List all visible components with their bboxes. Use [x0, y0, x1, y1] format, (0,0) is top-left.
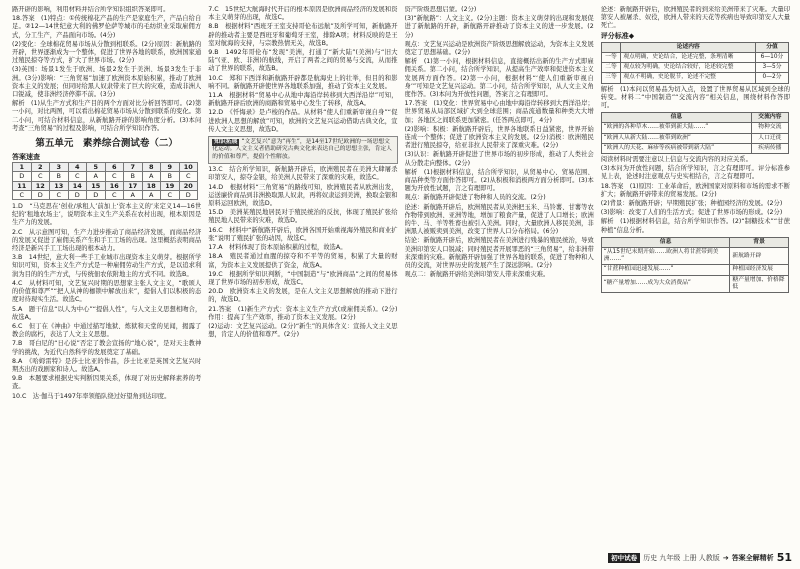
paragraph: 观点二：新航路开辟给美洲印第安人带来深重灾难。: [404, 271, 550, 279]
table-cell: C: [161, 190, 180, 199]
table-cell: 新航路开辟: [730, 248, 788, 265]
answer-item: 18.A 殖民者通过血腥的掠夺和不平等的贸易，积累了大量的财富，为资本主义发展提供了资金，故选A。: [208, 253, 398, 269]
answer-item: 21.答案 (1)新生产方式：资本主义生产方式(或雇佣关系)。(2分)作用：提高了生产效率，推动了资本主义发展。(2分): [208, 305, 398, 321]
table-cell: 8: [142, 163, 161, 172]
table-cell: 观点明确，史论结合，论述完整，条理清晰: [621, 53, 756, 63]
table-cell: C: [50, 190, 69, 199]
answer-item: (2)背景：新航路开辟；早期殖民扩张；种植园经济的发展。(2分): [600, 200, 783, 208]
table-cell: 12: [31, 181, 50, 190]
paragraph: 观点：文艺复兴运动是欧洲资产阶级思想解放运动，为资本主义发展奠定了思想基础。(2分): [404, 40, 594, 57]
book-subtitle: 历史 九年级 上册 人教版: [643, 553, 720, 562]
table-cell: C: [105, 172, 124, 181]
analysis-item: 解析 (1)从生产方式和生产目的两个方面对比分析回答即可。(2)第一小问，对比两图，可以看出棉花贸易市场从分散到联系的变化。第二小问，可结合材料信息，从新航路开辟的影响角度分析。(3)本问考查“三角贸易”的过程及影响，可结合所学知识作答。: [12, 100, 202, 132]
answer-item: 16.C 材料中“新航路开辟后，欧洲各国开始重视海外殖民和商业扩张”说明了殖民扩张的动因，故选C。: [208, 226, 398, 242]
answer-key-heading: 答案速查: [12, 153, 40, 162]
table-cell: “从15世纪末期开始……欧洲人将甘蔗带到美洲……”: [601, 248, 730, 265]
paragraph: 阅读材料时需要注意以上信息与交流内容的对应关系。: [600, 156, 752, 164]
table-cell: 18: [142, 181, 161, 190]
answer-item: 10.C 郑和下西洋和新航路开辟都是航海史上的壮举，但目的和影响不同。新航路开辟使世界各地联系加强，推动了资本主义发展。: [208, 74, 398, 90]
answer-item: 12.D 《忏悔录》是卢梭的作品。从材料“使人们重新审视自身”“促进欧洲人思想的解放”可知，欧洲的文艺复兴运动借助古典文化，宣传人文主义思想，故选D。: [208, 109, 398, 133]
table-cell: 二等: [601, 63, 620, 73]
table-cell: C: [31, 172, 50, 181]
page-number: 51: [776, 550, 792, 564]
paragraph: 论述：新航路开辟后，欧洲殖民者的到来给美洲带来了灾难。大量印第安人被屠杀、奴役，欧洲人带来的天花等疾病也导致印第安人大量死亡。: [600, 6, 790, 30]
table-cell: “欧洲的各种草木……被带到新大陆……”: [601, 123, 751, 133]
page-footer: [560, 551, 792, 565]
knowledge-box-text: “文艺复兴”意为“再生”，是14至17世纪欧洲的一场思想文化运动。人文主义者借助研究古典文化来表达自己的思想主张，肯定人的价值和尊严，提倡个性解放。: [212, 139, 392, 160]
knowledge-box: [208, 136, 397, 164]
table-cell: 6: [105, 163, 124, 172]
answer-item: (3)认识：新航路开辟促进了世界市场的初步形成，推动了人类社会从分散走向整体。(2分): [404, 151, 594, 167]
table-cell: 20: [179, 181, 198, 190]
table-cell: D: [13, 172, 32, 181]
paragraph: (3)本问为开放性问题，结合所学知识，言之有理即可。评分标准参见上表，论述时注意观点与史实相结合，言之有理即可。: [600, 165, 790, 181]
info-table: [601, 112, 789, 154]
table-cell: 物种交流: [752, 123, 789, 133]
analysis-item: 解析 (1)本问以贸易品为切入点，设置了世界贸易从区域到全球的转变。材料二“中国制造”“交流内容”相关信息，围绕材料作答即可。: [600, 85, 790, 110]
rubric-table: [601, 42, 789, 84]
answer-key-table: [12, 162, 198, 200]
section-title: 第五单元 素养综合测试卷（二）: [35, 138, 178, 150]
table-cell: C: [68, 172, 87, 181]
answer-item: 8.A 《哈姆雷特》是莎士比亚的作品，莎士比亚是英国文艺复兴时期杰出的戏剧家和诗人。故选A。: [12, 357, 202, 373]
brand-badge: 初中试卷: [608, 553, 640, 563]
analysis-item: 解析 (1)第一小问，根据材料信息，直接概括出新的生产方式即雇佣关系。第二小问，结合所学知识，从提高生产效率和促进资本主义发展两方面作答。(2)第一小问，根据材料“‘使人们重新审视自身’”可知是文艺复兴运动。第二小问，结合所学知识，从人文主义角度作答。(3)本问为开放性问题，答案言之有理即可。: [404, 58, 594, 99]
table-cell: 11: [13, 181, 32, 190]
table-cell: 三等: [601, 73, 620, 83]
table-cell: 7: [124, 163, 143, 172]
answer-item: 1.D “马克思在‘创业/承租人’前加上‘资本主义的’来定义14—16世纪的‘租地农场主’，说明资本主义生产关系在农村出现，根本原因是生产力的发展。: [12, 203, 202, 227]
table-cell: 信息: [601, 237, 730, 247]
arrow-right-icon: ➔: [722, 553, 729, 562]
table-cell: 0—2分: [756, 73, 788, 83]
column-4: [601, 6, 790, 552]
table-cell: B: [50, 172, 69, 181]
table-cell: 3—5分: [756, 63, 788, 73]
answer-item: 6.C 但丁在《神曲》中通过描写地狱、炼狱和天堂的见闻，揭露了教会的腐朽，表达了人文主义思想。: [12, 322, 202, 339]
paragraph: 论述：新航路开辟后，欧洲殖民者从美洲把玉米、马铃薯、甘薯等农作物带到欧洲、亚洲等地，增加了粮食产量，促进了人口增长；欧洲的牛、马、羊等牲畜也被引入美洲。同时，大量欧洲人移民美洲，非洲黑人被贩卖到美洲，改变了世界人口分布格局。(6分): [404, 203, 594, 236]
column-1: [12, 6, 201, 552]
table-cell: C: [105, 190, 124, 199]
table-cell: 6—10分: [756, 53, 788, 63]
answer-item: 7.C 15世纪大航海时代开启的根本原因是欧洲商品经济的发展和资本主义萌芽的出现，故选C。: [208, 6, 398, 22]
background-table: [601, 237, 789, 293]
answer-item: 8.B 根据材料“西班牙王室支持哥伦布远航”及所学可知，新航路开辟的推动者主要是西班牙和葡萄牙王室，排除A项；材料反映的是王室对航海的支持，与宗教热情无关，故选B。: [208, 23, 398, 47]
paragraph: 结论：新航路开辟后，欧洲殖民者在美洲进行残暴的殖民统治，导致美洲印第安人口锐减；同时殖民者开展罪恶的“三角贸易”，给非洲带来深重的灾难。新航路开辟加强了世界各地的联系，促进了物种和人员的交流，对世界历史的发展产生了深远影响。(2分): [404, 237, 594, 270]
table-cell: 观点较为明确，史论结合较好，论述较完整: [621, 63, 756, 73]
answer-item: 19.C 根据所学知识判断，“中国制造”与“欧洲商品”之间的贸易体现了世界市场的初步形成，故选C。: [208, 270, 398, 286]
answer-item: 20.D 欧洲资本主义的发展，是在人文主义思想解放的推动下进行的，故选D。: [208, 288, 398, 304]
column-3: [405, 6, 594, 552]
answer-item: 14.D 根据材料“三角贸易”的路线可知，欧洲殖民者从欧洲出发，运送廉价商品到非洲换取黑人奴隶，再将奴隶运到美洲，换取金银和原料运回欧洲，故选D。: [208, 183, 398, 208]
table-cell: [601, 42, 620, 52]
table-cell: A: [124, 190, 143, 199]
table-cell: A: [142, 190, 161, 199]
analysis-item: 解析 (1)根据材料信息，结合所学知识作答。(2)“制糖技术”“甘蔗种植”信息分析。: [600, 218, 790, 234]
table-cell: 背景: [730, 237, 788, 247]
table-cell: 2: [31, 163, 50, 172]
table-cell: D: [31, 190, 50, 199]
table-cell: A: [142, 172, 161, 181]
answer-item: 11.A 根据材料“贸易中心从地中海沿岸转移到大西洋沿岸”可知，新航路开辟后欧洲的商路和贸易中心发生了转移，故选A。: [208, 92, 398, 108]
answer-item: (3)影响：改变了人们的生活方式；促进了世界市场的形成。(2分): [600, 209, 783, 217]
knowledge-box-tag: 知识拓展: [214, 139, 238, 146]
answer-item: 5.A 题干信息“以人为中心”“提倡人性”，与人文主义思想相吻合，故选A。: [12, 305, 202, 321]
table-cell: 1: [13, 163, 32, 172]
table-cell: 疾病传播: [752, 143, 789, 153]
table-cell: 16: [105, 181, 124, 190]
column-2: [208, 6, 397, 552]
table-cell: C: [13, 190, 32, 199]
answer-item: (3)英国：场景1发生于欧洲、场景2发生于美洲、场景3发生于非洲。(3分)影响：“三角贸易”加速了欧洲资本原始积累，推动了欧洲资本主义的发展；但同时给黑人奴隶带来了巨大的灾难，造成非洲人口锐减，使非洲经济停滞不前。(3分): [12, 66, 202, 99]
table-cell: “欧洲人从新大陆……被带到欧洲”: [601, 133, 751, 143]
answer-item: 18.答案 (1)特点：①传统棉花产品的生产是家庭生产，产品自给自足。②12—14世纪意大利的佛罗伦萨等城市的毛纺织业采取雇佣方式，分工生产，产品面向市场。(4分): [12, 15, 202, 39]
table-cell: 种植园经济发展: [730, 265, 788, 275]
answer-item: 2.C 从示意图可知，生产力进步推动了商品经济发展，而商品经济的发展又促进了雇佣关系产生和手工工场的出现。这里概括表明商品经济是新兴手工工场出现的根本动力。: [12, 228, 202, 253]
table-cell: B: [161, 172, 180, 181]
table-cell: D: [68, 190, 87, 199]
paragraph: 资产阶级思想启蒙。(2分): [404, 6, 477, 13]
answer-item: 15.D 美洲某殖民地居民对于殖民统治的反抗，体现了殖民扩张给殖民地人民带来的灾难，故选D。: [208, 209, 398, 225]
table-cell: “糖产量增加……成为大众消费品”: [601, 275, 730, 292]
table-cell: 14: [68, 181, 87, 190]
table-cell: 糖产量增加、价格降低: [730, 275, 788, 292]
answer-item: (2)影响：积极：新航路开辟后，世界各地联系日益紧密，世界开始连成一个整体；促进了欧洲资本主义的发展。(2分)消极：欧洲殖民者进行殖民掠夺，给亚非拉人民带来了深重灾难。(2分): [404, 125, 594, 150]
table-cell: 论述内容: [621, 42, 756, 52]
table-cell: 信息: [601, 113, 751, 123]
answer-item: 17.A 材料体现了资本原始积累的过程，故选A。: [208, 244, 347, 252]
answer-item: 17.答案 (1)变化：世界贸易中心由地中海沿岸转移到大西洋沿岸；世界贸易从局部区域扩大到全球范围；商品流通数量和种类大大增加；各地区之间联系更加紧密。(任答两点即可，4分): [404, 100, 594, 124]
footer-title: 答案全解精析: [731, 553, 774, 562]
table-cell: “欧洲人的天花、麻疹等疾病被带到新大陆”: [601, 143, 751, 153]
table-cell: 15: [87, 181, 106, 190]
answer-item: 10.C 达·伽马于1497年率领船队绕过好望角到达印度。: [12, 392, 171, 400]
table-cell: 17: [124, 181, 143, 190]
table-cell: C: [179, 172, 198, 181]
table-cell: 13: [50, 181, 69, 190]
answer-item: (2)变化：全球棉花贸易市场从分散到相联系。(2分)原因：新航路的开辟，世界逐渐成为一个整体，促进了世界各地的联系，欧洲国家通过殖民掠夺等方式，扩大了世界市场。(2分): [12, 40, 202, 65]
paragraph: 路开辟的影响，利用材料并结合所学知识组织答案即可。: [12, 6, 170, 13]
table-cell: 4: [68, 163, 87, 172]
answer-item: 9.B 本题要求根据史实判断因果关系，体现了对历史解释素养的考查。: [12, 375, 202, 391]
answer-item: 4.C 从材料可知，文艺复兴时期的思想家主张人文主义，“歌颂人的价值和尊严”“把人从神的枷锁中解放出来”，提倡人们以积极的态度对待现实生活。故选C。: [12, 279, 202, 304]
answer-item: 13.C 结合所学知识，新航路开辟后，欧洲殖民者在美洲大肆屠杀印第安人，掠夺金银，给美洲人民带来了深重的灾难，故选C。: [208, 166, 398, 182]
table-cell: 10: [179, 163, 198, 172]
table-cell: 19: [161, 181, 180, 190]
table-cell: D: [179, 190, 198, 199]
table-cell: 3: [50, 163, 69, 172]
rubric-heading: 评分标准◆: [600, 31, 635, 40]
table-cell: 交流内容: [752, 113, 789, 123]
table-cell: 一等: [601, 53, 620, 63]
table-cell: D: [87, 190, 106, 199]
answer-item: 18.答案 (1)原因：工业革命后，欧洲国家对原料和市场的需求不断扩大；新航路开辟带来的贸易发展。(2分): [600, 182, 790, 198]
answer-item: 7.B 哥白尼的“日心说”否定了教会宣扬的“地心说”，是对天主教神学的挑战，为近代自然科学的发展奠定了基础。: [12, 340, 202, 356]
table-cell: A: [87, 172, 106, 181]
table-cell: 人口迁徙: [752, 133, 789, 143]
answer-item: 3.B 14世纪，意大利一些手工业城市出现资本主义萌芽。根据所学知识可知，资本主义生产方式是一种雇佣劳动生产方式，是以追求利润为目的的生产方式，与传统佃农依附地主的方式不同。故选B。: [12, 254, 202, 278]
table-cell: 9: [161, 163, 180, 172]
table-cell: 5: [87, 163, 106, 172]
analysis-item: 解析 (1)根据材料信息，结合所学知识，从贸易中心、贸易范围、商品种类等方面作答即可。(2)从积极和消极两方面分析即可。(3)本题为开放性试题，言之有理即可。: [404, 168, 594, 193]
table-cell: 观点不明确，史论脱节，论述不完整: [621, 73, 756, 83]
table-cell: B: [124, 172, 143, 181]
answer-item: (2)运动：文艺复兴运动。(2分)“新生”的具体含义：宣扬人文主义思想，肯定人的价值和尊严。(2分): [208, 322, 398, 339]
paragraph: 观点：新航路开辟促进了物种和人员的交流。(2分): [404, 194, 546, 202]
paragraph: (3)“新航路”：人文主义。(2分)主题：资本主义萌芽的出现和发展促进了新航路的开辟，新航路开辟推动了资本主义的进一步发展。(2分): [404, 15, 594, 39]
answer-item: 9.B 1492年哥伦布“发现”美洲，打通了“新大陆”(美洲)与“旧大陆”(亚、欧、非洲)的航线，开启了两者之间的贸易与交流，从而推动了世界的联系，故选B。: [208, 49, 398, 73]
table-cell: “甘蔗种植园迅速发展……”: [601, 265, 730, 275]
table-cell: 分值: [756, 42, 788, 52]
